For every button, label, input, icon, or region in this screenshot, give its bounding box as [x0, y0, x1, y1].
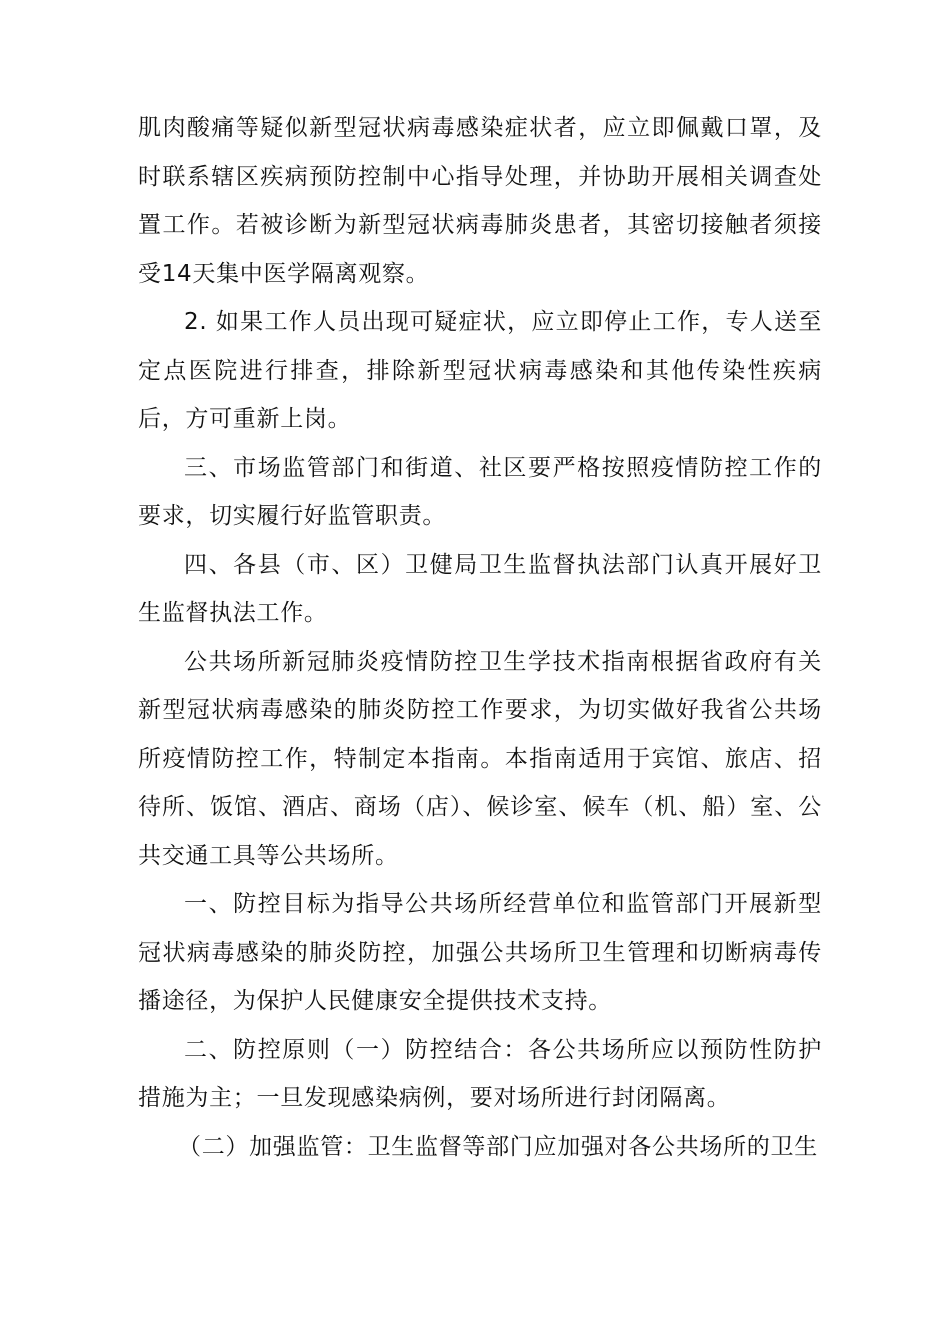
paragraph-strengthen-supervision: （二）加强监管：卫生监督等部门应加强对各公共场所的卫生 [178, 1133, 818, 1160]
paragraph-staff-symptoms: 2. 如果工作人员出现可疑症状，应立即停止工作，专人送至定点医院进行排查，排除新型冠状病毒感染和其他传染性疾病后，方可重新上岗。 [138, 309, 822, 432]
paragraph-continued-symptoms: 肌肉酸痛等疑似新型冠状病毒感染症状者，应立即佩戴口罩，及时联系辖区疾病预防控制中心指导处理，并协助开展相关调查处置工作。若被诊断为新型冠状病毒肺炎患者，其密切接触者须接受14天集中医学隔离观察。 [138, 115, 822, 287]
paragraph-guideline-intro: 公共场所新冠肺炎疫情防控卫生学技术指南根据省政府有关新型冠状病毒感染的肺炎防控工作要求，为切实做好我省公共场所疫情防控工作，特制定本指南。本指南适用于宾馆、旅店、招待所、饭馆、酒店、商场（店）、候诊室、候车（机、船）室、公共交通工具等公共场所。 [138, 648, 822, 869]
paragraph-health-enforcement: 四、各县（市、区）卫健局卫生监督执法部门认真开展好卫生监督执法工作。 [138, 551, 822, 626]
paragraph-prevention-principle: 二、防控原则（一）防控结合：各公共场所应以预防性防护措施为主；一旦发现感染病例，要对场所进行封闭隔离。 [138, 1036, 822, 1111]
document-body [138, 104, 822, 1171]
paragraph-market-supervision: 三、市场监管部门和街道、社区要严格按照疫情防控工作的要求，切实履行好监管职责。 [138, 454, 822, 529]
paragraph-prevention-goal: 一、防控目标为指导公共场所经营单位和监管部门开展新型冠状病毒感染的肺炎防控，加强公共场所卫生管理和切断病毒传播途径，为保护人民健康安全提供技术支持。 [138, 891, 822, 1014]
